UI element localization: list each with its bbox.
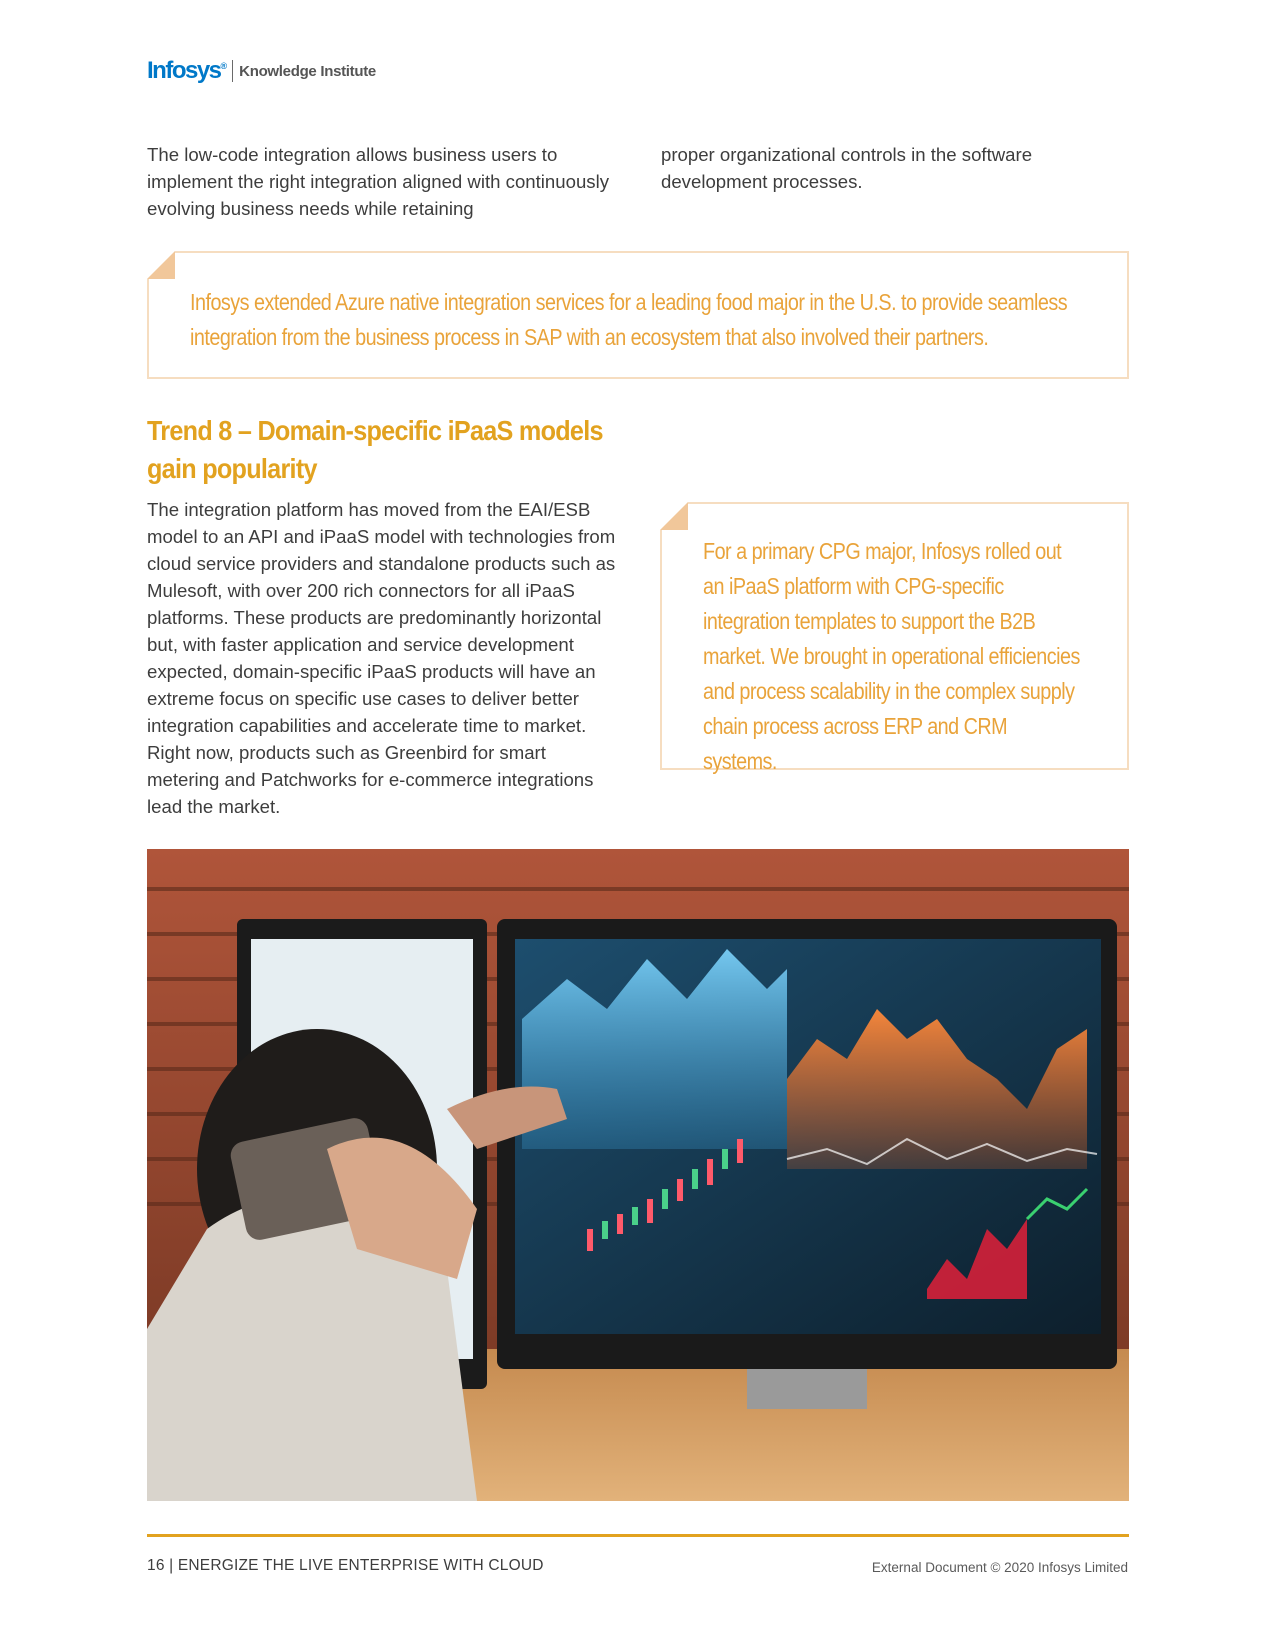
callout-text-azure: Infosys extended Azure native integration services for a leading food major in the U.S. to provide seamless integration from the business process in SAP with an ecosystem that also involved their partners.: [190, 289, 1068, 350]
footer-copyright: External Document © 2020 Infosys Limited: [871, 1560, 1128, 1575]
stock-photo-trader: [147, 849, 1129, 1501]
callout-box-azure: [147, 251, 1129, 379]
callout-fold-icon: [660, 502, 688, 530]
footer-page-title: 16 | ENERGIZE THE LIVE ENTERPRISE WITH CLOUD: [147, 1557, 544, 1574]
logo-divider: [232, 60, 233, 82]
callout-box-cpg: [660, 502, 1129, 774]
section-heading: Trend 8 – Domain-specific iPaaS models gain popularity: [147, 415, 603, 484]
intro-paragraph-right: proper organizational controls in the software development processes.: [661, 144, 1033, 192]
infosys-logo: [147, 56, 376, 86]
footer-divider: [147, 1534, 1129, 1537]
logo-wordmark: Infosys®: [147, 57, 228, 84]
callout-text-cpg: For a primary CPG major, Infosys rolled out an iPaaS platform with CPG-specific integration templates to support the B2B market. We brought in operational efficiencies and process scalability in the complex supply chain process across ERP and CRM systems.: [703, 538, 1080, 774]
section-body: The integration platform has moved from the EAI/ESB model to an API and iPaaS model with technologies from cloud service providers and standalone products such as Mulesoft, with over 200 rich connectors for all iPaaS platforms. These products are predominantly horizontal but, with faster application and service development expected, domain-specific iPaaS products will have an extreme focus on specific use cases to deliver better integration capabilities and accelerate time to market. Right now, products such as Greenbird for smart metering and Patchworks for e-commerce integrations lead the market.: [147, 499, 616, 817]
logo-subtitle: Knowledge Institute: [239, 62, 376, 80]
callout-fold-icon: [147, 251, 175, 279]
intro-paragraph-left: The low-code integration allows business users to implement the right integration aligned with continuously evolving business needs while retaining: [147, 144, 610, 219]
